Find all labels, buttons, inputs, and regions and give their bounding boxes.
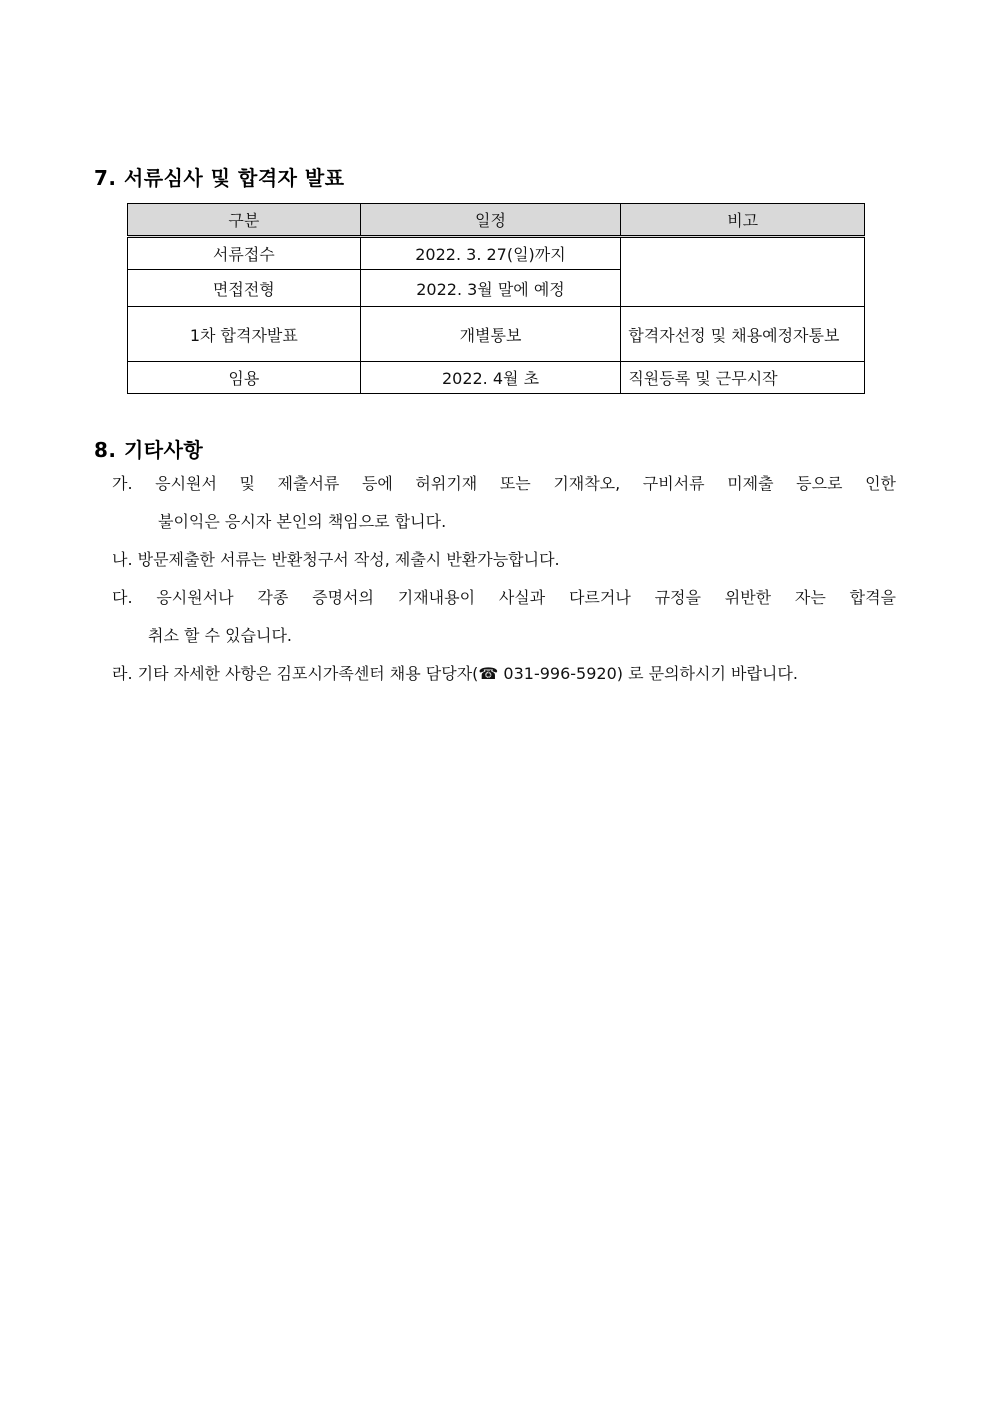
header-note: 비고	[621, 204, 865, 237]
schedule-table	[127, 203, 865, 394]
cell-note: 직원등록 및 근무시작	[621, 362, 865, 394]
section-8-title: 8. 기타사항	[94, 438, 204, 462]
table-row	[128, 237, 865, 270]
list-item: 가. 응시원서 및 제출서류 등에 허위기재 또는 기재착오, 구비서류 미제출 등으로 인한	[112, 474, 896, 493]
header-category: 구분	[128, 204, 361, 237]
cell-schedule: 2022. 4월 초	[360, 362, 621, 394]
notes-list	[112, 465, 896, 693]
cell-category: 1차 합격자발표	[128, 307, 361, 362]
cell-note: 합격자선정 및 채용예정자통보	[621, 307, 865, 362]
section-7-title: 7. 서류심사 및 합격자 발표	[94, 166, 345, 190]
table-row	[128, 307, 865, 362]
cell-category: 서류접수	[128, 237, 361, 270]
table-row	[128, 362, 865, 394]
list-item: 다. 응시원서나 각종 증명서의 기재내용이 사실과 다르거나 규정을 위반한 자는 합격을	[112, 588, 896, 607]
list-item-continuation: 불이익은 응시자 본인의 책임으로 합니다.	[158, 512, 447, 531]
list-item: 나. 방문제출한 서류는 반환청구서 작성, 제출시 반환가능합니다.	[112, 550, 560, 569]
header-schedule: 일정	[360, 204, 621, 237]
cell-note	[621, 237, 865, 307]
cell-category: 임용	[128, 362, 361, 394]
cell-category: 면접전형	[128, 270, 361, 307]
table-header-row	[128, 204, 865, 237]
cell-schedule: 개별통보	[360, 307, 621, 362]
cell-schedule: 2022. 3월 말에 예정	[360, 270, 621, 307]
cell-schedule: 2022. 3. 27(일)까지	[360, 237, 621, 270]
list-item-continuation: 취소 할 수 있습니다.	[148, 626, 292, 645]
list-item: 라. 기타 자세한 사항은 김포시가족센터 채용 담당자(☎ 031-996-5920) 로 문의하시기 바랍니다.	[112, 664, 798, 683]
